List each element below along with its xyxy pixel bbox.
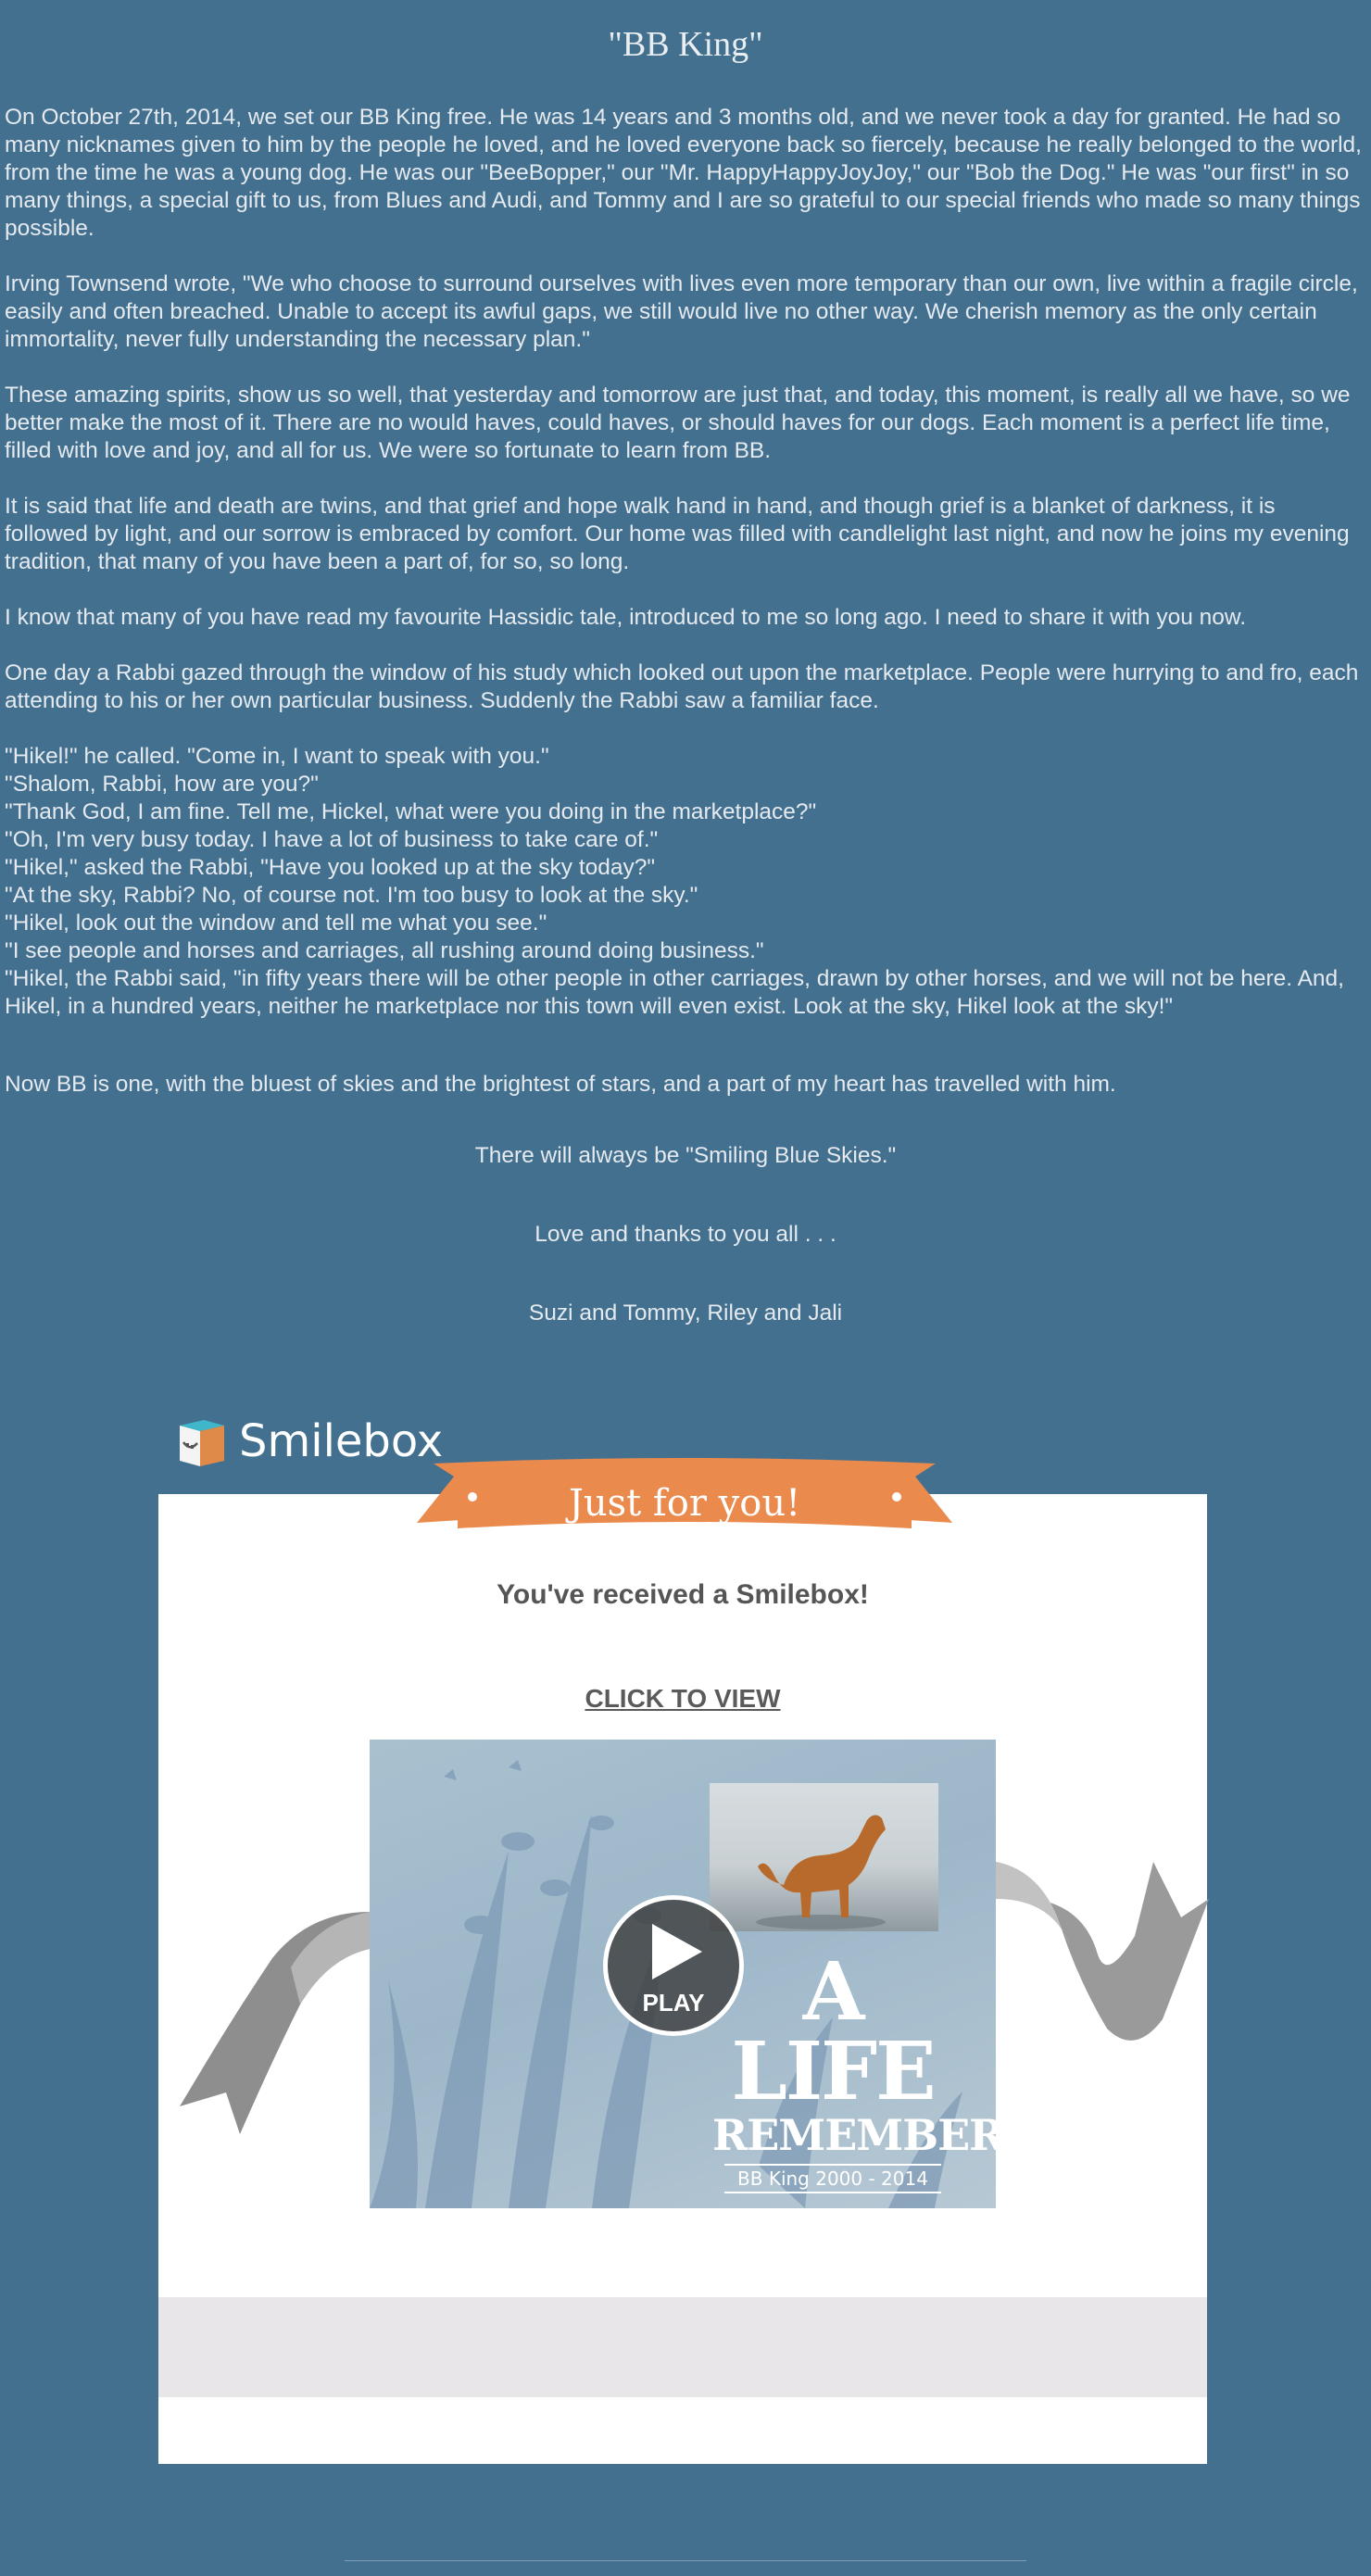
dialog-line: "Thank God, I am fine. Tell me, Hickel, what were you doing in the marketplace?" <box>5 799 817 824</box>
dialog-block <box>5 743 1365 1021</box>
story-text <box>5 104 1365 1126</box>
right-ribbon <box>996 1843 1209 2066</box>
centered-line: There will always be "Smiling Blue Skies." <box>474 1143 897 1168</box>
card-footer-band <box>158 2297 1207 2397</box>
paragraph: It is said that life and death are twins, and that grief and hope walk hand in hand, and though grief is a blanket of darkness, it is followed by light, and our sorrow is embraced by comfort. Our home was filled with candlelight last night, and now he joins my evening tradition, that many of you have been a part of, for so, so long. <box>5 494 1350 574</box>
dog-icon <box>710 1783 938 1931</box>
dialog-line: "Oh, I'm very busy today. I have a lot of business to take care of." <box>5 827 659 852</box>
smilebox-box-icon <box>176 1413 228 1470</box>
title-line-2: REMEMBERED <box>712 2110 1072 2160</box>
dialog-line: "Hikel," asked the Rabbi, "Have you looked up at the sky today?" <box>5 855 656 880</box>
signature-line: Suzi and Tommy, Riley and Jali <box>528 1301 843 1326</box>
left-ribbon <box>170 1903 374 2143</box>
play-icon <box>648 1922 704 1981</box>
banner-text: Just for you! <box>568 1482 801 1525</box>
paragraph: On October 27th, 2014, we set our BB King free. He was 14 years and 3 months old, and we never took a day for granted. He had so many nicknames given to him by the people he loved, and he loved everyone back so fiercely, because he really belonged to the world, from the time he was a young dog. He was our "BeeBopper," our "Mr. HappyHappyJoyJoy," our "Bob the Dog." He was "our first" in so many things, a special gift to us, from Blues and Audi, and Tommy and I are so grateful to our special friends who made so many things possible. <box>5 105 1362 241</box>
dialog-line: "At the sky, Rabbi? No, of course not. I'm too busy to look at the sky." <box>5 883 698 908</box>
dialog-line: "Hikel!" he called. "Come in, I want to speak with you." <box>5 744 549 769</box>
closing-paragraph: Now BB is one, with the bluest of skies and the brightest of stars, and a part of my heart has travelled with him. <box>5 1072 1116 1097</box>
play-label: PLAY <box>642 1989 705 2017</box>
paragraph: One day a Rabbi gazed through the window of his study which looked out upon the marketplace. People were hurrying to and fro, each attending to his or her own particular business. Suddenly the Rabbi saw a familiar face. <box>5 660 1359 713</box>
title-line-1: A LIFE <box>731 1945 935 2118</box>
paragraph: Irving Townsend wrote, "We who choose to surround ourselves with lives even more temporary than our own, live within a fragile circle, easily and often breached. Unable to accept its awful gaps, we still would live no other way. We cherish memory as the only certain immortality, never fully understanding the necessary plan." <box>5 271 1358 352</box>
smilebox-logo-text: Smilebox <box>239 1415 444 1467</box>
play-button[interactable] <box>603 1895 744 2036</box>
title-line-3: BB King 2000 - 2014 <box>724 2164 941 2193</box>
dialog-line: "I see people and horses and carriages, all rushing around doing business." <box>5 938 764 963</box>
dialog-line: "Shalom, Rabbi, how are you?" <box>5 772 319 797</box>
page-title: "BB King" <box>608 25 763 64</box>
bottom-divider <box>345 2560 1026 2561</box>
life-remembered-title <box>712 1945 1072 2193</box>
dog-photo <box>710 1783 938 1931</box>
paragraph: These amazing spirits, show us so well, that yesterday and tomorrow are just that, and today, this moment, is really all we have, so we better make the most of it. There are no would haves, could haves, or should haves for our dogs. Each moment is a perfect life time, filled with love and joy, and all for us. We were so fortunate to learn from BB. <box>5 383 1351 463</box>
dialog-line: "Hikel, the Rabbi said, "in fifty years there will be other people in other carriages, drawn by other horses, and we will not be here. And, Hikel, in a hundred years, neither he marketplace nor this town will even exist. Look at the sky, Hikel look at the sky!" <box>5 966 1344 1019</box>
paragraph: I know that many of you have read my favourite Hassidic tale, introduced to me so long ago. I need to share it with you now. <box>5 605 1247 630</box>
centered-line: Love and thanks to you all . . . <box>535 1222 836 1247</box>
click-to-view-link[interactable]: CLICK TO VIEW <box>585 1684 781 1713</box>
slideshow-thumbnail[interactable] <box>370 1740 1072 2208</box>
dialog-line: "Hikel, look out the window and tell me what you see." <box>5 911 547 936</box>
received-heading: You've received a Smilebox! <box>497 1579 869 1610</box>
smilebox-logo[interactable] <box>176 1408 443 1475</box>
